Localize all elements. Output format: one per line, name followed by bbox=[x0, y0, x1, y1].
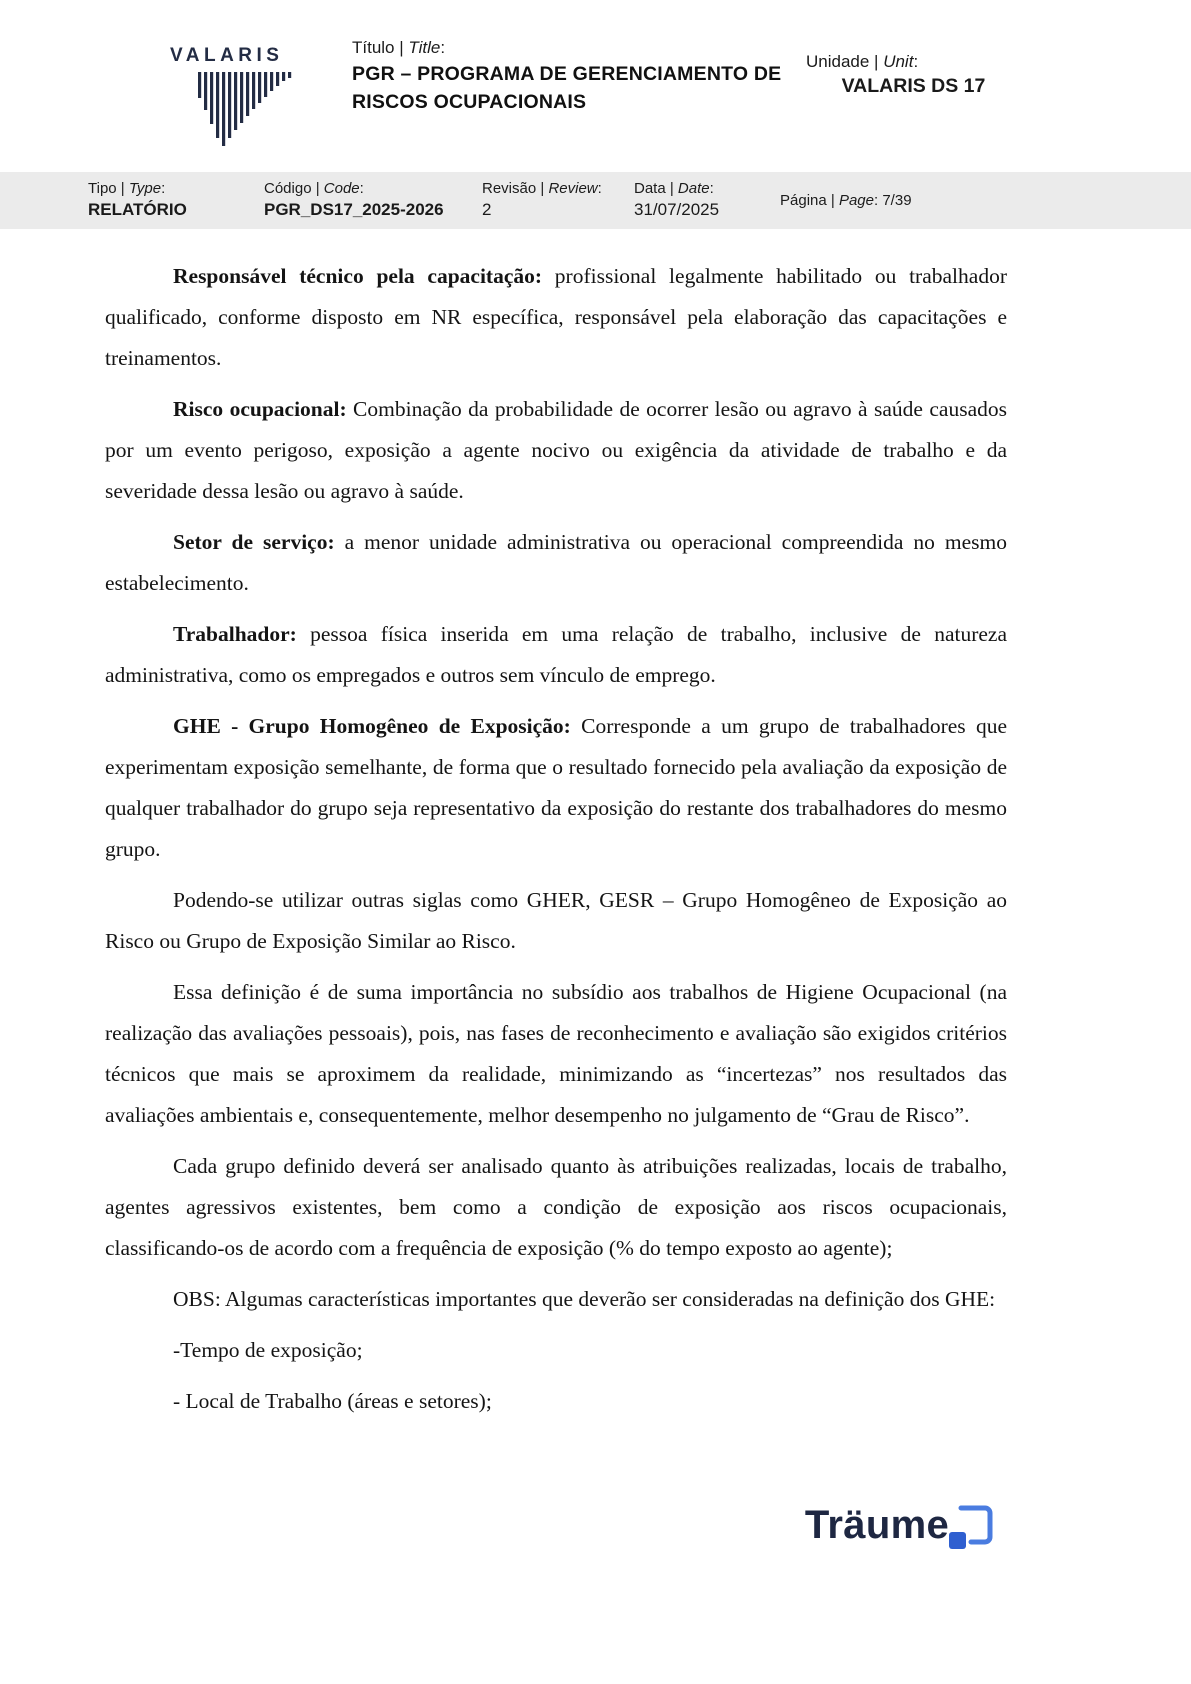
traeume-logo-text: Träume bbox=[804, 1502, 949, 1547]
paragraph-text: -Tempo de exposição; bbox=[173, 1338, 363, 1362]
unit-value: VALARIS DS 17 bbox=[841, 75, 986, 97]
unit-label bbox=[806, 52, 1021, 72]
paragraph-text: a menor unidade administrativa ou operacional compreendida no mesmo estabelecimento. bbox=[105, 530, 1007, 595]
field-revisao bbox=[482, 179, 634, 220]
paragraph bbox=[105, 1146, 1007, 1269]
paragraph-lead: Responsável técnico pela capacitação: bbox=[173, 264, 543, 288]
paragraph-text: Combinação da probabilidade de ocorrer lesão ou agravo à saúde causados por um evento perigoso, exposição a agente nocivo ou exigência da atividade de trabalho e da severidade dessa lesão ou agravo à saúde. bbox=[105, 397, 1007, 503]
header-meta-band bbox=[0, 172, 1191, 229]
paragraph-lead: Trabalhador: bbox=[173, 622, 297, 646]
traeume-logo bbox=[805, 1492, 997, 1558]
unit-label-colon: : bbox=[913, 52, 919, 71]
field-tipo-label: Tipo | Type: bbox=[88, 180, 166, 197]
paragraph-text: profissional legalmente habilitado ou trabalhador qualificado, conforme disposto em NR específica, responsável pela elaboração das capacitações e treinamentos. bbox=[105, 264, 1007, 370]
field-data-label: Data | Date: bbox=[634, 180, 714, 197]
paragraph bbox=[105, 880, 1007, 962]
valaris-logo-image bbox=[168, 44, 340, 156]
paragraph-lead: GHE - Grupo Homogêneo de Exposição: bbox=[173, 714, 571, 738]
document-body bbox=[0, 229, 1191, 1422]
header-top-row bbox=[0, 0, 1191, 156]
paragraph-lead: Setor de serviço: bbox=[173, 530, 335, 554]
paragraph-lead: Risco ocupacional: bbox=[173, 397, 347, 421]
title-label-en: Title bbox=[408, 38, 441, 57]
unit-label-en: Unit bbox=[883, 52, 914, 71]
field-revisao-value: 2 bbox=[482, 200, 492, 219]
unit-block bbox=[806, 38, 1021, 156]
field-revisao-label: Revisão | Review: bbox=[482, 180, 602, 197]
field-pagina bbox=[780, 191, 1191, 209]
paragraph bbox=[105, 614, 1007, 696]
valaris-logo-text: VALARIS bbox=[170, 45, 284, 66]
paragraph-text: Podendo-se utilizar outras siglas como GHER, GESR – Grupo Homogêneo de Exposição ao Risco ou Grupo de Exposição Similar ao Risco. bbox=[105, 888, 1007, 953]
field-codigo bbox=[264, 179, 482, 220]
paragraph-text: pessoa física inserida em uma relação de trabalho, inclusive de natureza administrativa, como os empregados e outros sem vínculo de emprego. bbox=[105, 622, 1007, 687]
paragraph-text: Corresponde a um grupo de trabalhadores que experimentam exposição semelhante, de forma que o resultado fornecido pela avaliação da exposição de qualquer trabalhador do grupo seja representativo da exposição do restante dos trabalhadores do mesmo grupo. bbox=[105, 714, 1007, 861]
paragraph bbox=[105, 389, 1007, 512]
title-block bbox=[352, 38, 784, 156]
field-codigo-label: Código | Code: bbox=[264, 180, 364, 197]
field-data-value: 31/07/2025 bbox=[634, 200, 720, 219]
paragraph bbox=[105, 972, 1007, 1136]
paragraph bbox=[105, 706, 1007, 870]
field-tipo-value: RELATÓRIO bbox=[88, 200, 187, 219]
paragraph bbox=[105, 1279, 1007, 1320]
field-tipo bbox=[0, 179, 264, 220]
paragraph-text: OBS: Algumas características importantes que deverão ser consideradas na definição dos GHE: bbox=[173, 1287, 996, 1311]
valaris-logo bbox=[88, 38, 352, 156]
field-pagina-label: Página | Page: 7/39 bbox=[780, 191, 912, 209]
field-data bbox=[634, 179, 780, 220]
field-pagina-value: 7/39 bbox=[882, 191, 912, 209]
title-label-pt: Título | bbox=[352, 38, 409, 57]
paragraph-list-item bbox=[105, 1381, 1007, 1422]
document-header bbox=[0, 0, 1191, 229]
title-label-colon: : bbox=[440, 38, 446, 57]
document-title: PGR – PROGRAMA DE GERENCIAMENTO DE RISCOS OCUPACIONAIS bbox=[352, 63, 782, 113]
traeume-logo-icon bbox=[945, 1502, 997, 1558]
paragraph-list-item bbox=[105, 1330, 1007, 1371]
valaris-logo-bars-icon bbox=[198, 72, 291, 146]
field-codigo-value: PGR_DS17_2025-2026 bbox=[264, 200, 444, 219]
paragraph-text: Cada grupo definido deverá ser analisado quanto às atribuições realizadas, locais de trabalho, agentes agressivos existentes, bem como a condição de exposição aos riscos ocupacionais, classificando-os de acordo com a frequência de exposição (% do tempo exposto ao agente); bbox=[105, 1154, 1007, 1260]
unit-label-pt: Unidade | bbox=[806, 52, 884, 71]
paragraph-text: - Local de Trabalho (áreas e setores); bbox=[173, 1389, 492, 1413]
paragraph bbox=[105, 256, 1007, 379]
title-label bbox=[352, 38, 784, 58]
paragraph bbox=[105, 522, 1007, 604]
paragraph-text: Essa definição é de suma importância no subsídio aos trabalhos de Higiene Ocupacional (na realização das avaliações pessoais), pois, nas fases de reconhecimento e avaliação são exigidos critérios técnicos que mais se aproximem da realidade, minimizando as “incertezas” nos resultados das avaliações ambientais e, consequentemente, melhor desempenho no julgamento de “Grau de Risco”. bbox=[105, 980, 1007, 1127]
